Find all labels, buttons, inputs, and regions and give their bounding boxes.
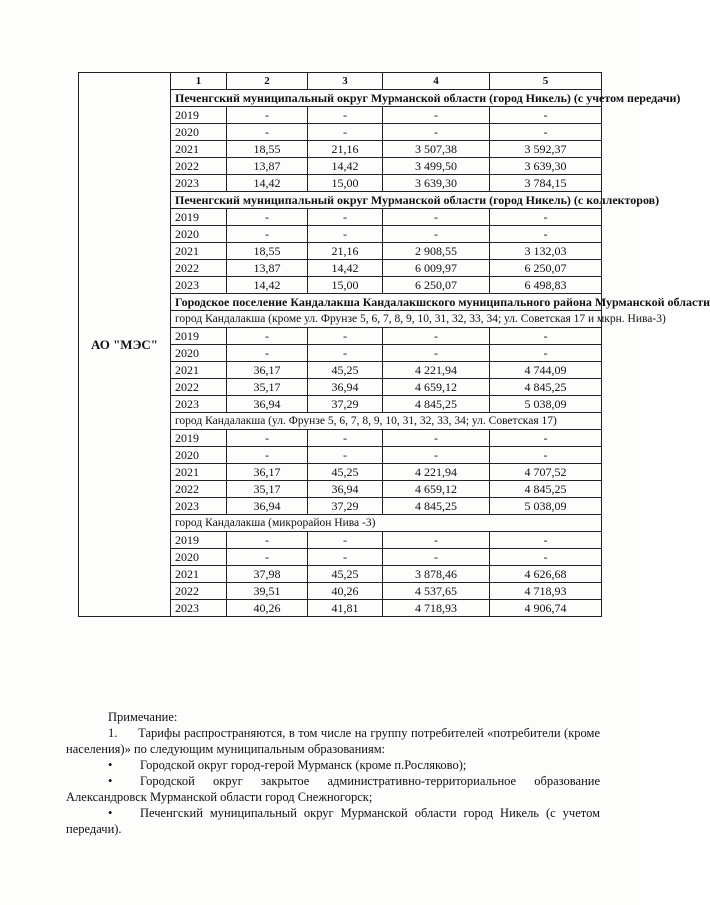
notes-bullet-item [66, 773, 600, 805]
year-cell: 2020 [171, 447, 227, 464]
value-cell: 45,25 [308, 464, 383, 481]
value-cell: - [227, 124, 308, 141]
value-cell: 40,26 [308, 583, 383, 600]
value-cell: - [490, 430, 602, 447]
year-cell: 2022 [171, 481, 227, 498]
value-cell: - [227, 430, 308, 447]
notes-heading: Примечание: [108, 710, 178, 724]
value-cell: 4 659,12 [383, 379, 490, 396]
value-cell: 41,81 [308, 600, 383, 617]
value-cell: 6 250,07 [490, 260, 602, 277]
value-cell: 37,29 [308, 498, 383, 515]
value-cell: 35,17 [227, 379, 308, 396]
year-cell: 2020 [171, 345, 227, 362]
value-cell: - [490, 328, 602, 345]
value-cell: 3 639,30 [490, 158, 602, 175]
value-cell: 13,87 [227, 158, 308, 175]
value-cell: 3 132,03 [490, 243, 602, 260]
value-cell: 3 592,37 [490, 141, 602, 158]
year-cell: 2023 [171, 600, 227, 617]
value-cell: 4 718,93 [490, 583, 602, 600]
value-cell: 4 845,25 [490, 481, 602, 498]
value-cell: 4 718,93 [383, 600, 490, 617]
value-cell: - [383, 124, 490, 141]
value-cell: - [227, 549, 308, 566]
value-cell: - [490, 124, 602, 141]
notes-section [66, 709, 600, 837]
value-cell: 15,00 [308, 277, 383, 294]
value-cell: 35,17 [227, 481, 308, 498]
year-cell: 2020 [171, 124, 227, 141]
value-cell: 4 221,94 [383, 464, 490, 481]
value-cell: - [383, 430, 490, 447]
year-cell: 2019 [171, 107, 227, 124]
year-cell: 2023 [171, 175, 227, 192]
value-cell: - [227, 328, 308, 345]
value-cell: 3 878,46 [383, 566, 490, 583]
year-cell: 2021 [171, 464, 227, 481]
value-cell: - [227, 345, 308, 362]
value-cell: 4 221,94 [383, 362, 490, 379]
header-cell: 3 [308, 73, 383, 90]
value-cell: - [383, 549, 490, 566]
year-cell: 2023 [171, 498, 227, 515]
notes-bullet-item [66, 805, 600, 837]
year-cell: 2021 [171, 362, 227, 379]
value-cell: - [308, 124, 383, 141]
bullet-icon: • [108, 758, 113, 772]
value-cell: 3 639,30 [383, 175, 490, 192]
year-cell: 2019 [171, 209, 227, 226]
header-cell: 1 [171, 73, 227, 90]
value-cell: 36,94 [227, 498, 308, 515]
value-cell: 37,29 [308, 396, 383, 413]
year-cell: 2020 [171, 226, 227, 243]
header-cell: 2 [227, 73, 308, 90]
year-cell: 2021 [171, 141, 227, 158]
value-cell: - [383, 209, 490, 226]
value-cell: - [308, 549, 383, 566]
value-cell: 18,55 [227, 243, 308, 260]
bullet-icon: • [108, 806, 113, 820]
year-cell: 2023 [171, 396, 227, 413]
value-cell: - [490, 532, 602, 549]
bullet-icon: • [108, 774, 113, 788]
value-cell: 36,94 [308, 481, 383, 498]
organization-cell: АО "МЭС" [79, 73, 171, 617]
notes-bullet-item [66, 757, 600, 773]
value-cell: - [490, 549, 602, 566]
header-cell: 4 [383, 73, 490, 90]
tariff-table [78, 72, 710, 617]
value-cell: - [227, 532, 308, 549]
notes-bullet-list [66, 757, 600, 837]
value-cell: - [383, 328, 490, 345]
value-cell: 4 906,74 [490, 600, 602, 617]
year-cell: 2019 [171, 532, 227, 549]
value-cell: - [383, 107, 490, 124]
value-cell: 4 707,52 [490, 464, 602, 481]
value-cell: 5 038,09 [490, 396, 602, 413]
value-cell: 6 250,07 [383, 277, 490, 294]
value-cell: - [308, 447, 383, 464]
value-cell: 6 009,97 [383, 260, 490, 277]
year-cell: 2022 [171, 583, 227, 600]
value-cell: - [383, 226, 490, 243]
value-cell: 4 537,65 [383, 583, 490, 600]
value-cell: 13,87 [227, 260, 308, 277]
value-cell: 21,16 [308, 141, 383, 158]
value-cell: - [383, 532, 490, 549]
section-title: Печенгский муниципальный округ Мурманской области (город Никель) (с коллекторов) [171, 192, 602, 209]
subsection-title: город Кандалакша (ул. Фрунзе 5, 6, 7, 8, 9, 10, 31, 32, 33, 34; ул. Советская 17) [171, 413, 602, 430]
value-cell: 4 626,68 [490, 566, 602, 583]
year-cell: 2019 [171, 328, 227, 345]
value-cell: 21,16 [308, 243, 383, 260]
value-cell: - [490, 345, 602, 362]
notes-item-1: 1. Тарифы распространяются, в том числе на группу потребителей «потребители (кроме населения)» по следующим муниципальным образованиям: [66, 726, 600, 756]
value-cell: - [490, 107, 602, 124]
section-title: Городское поселение Кандалакша Кандалакшского муниципального района Мурманской области [171, 294, 602, 311]
value-cell: 4 744,09 [490, 362, 602, 379]
year-cell: 2021 [171, 243, 227, 260]
year-cell: 2022 [171, 379, 227, 396]
value-cell: 14,42 [308, 260, 383, 277]
subsection-title: город Кандалакша (кроме ул. Фрунзе 5, 6, 7, 8, 9, 10, 31, 32, 33, 34; ул. Советская 17 и мкрн. Нива-3) [171, 311, 602, 328]
value-cell: 36,94 [227, 396, 308, 413]
value-cell: - [308, 345, 383, 362]
year-cell: 2022 [171, 260, 227, 277]
value-cell: 15,00 [308, 175, 383, 192]
value-cell: 5 038,09 [490, 498, 602, 515]
notes-bullet-text: Городской округ закрытое административно-территориальное образование Александровск Мурманской области город Снежногорск; [66, 774, 600, 804]
value-cell: 4 659,12 [383, 481, 490, 498]
value-cell: - [308, 430, 383, 447]
value-cell: - [308, 226, 383, 243]
value-cell: 3 499,50 [383, 158, 490, 175]
year-cell: 2022 [171, 158, 227, 175]
value-cell: - [227, 107, 308, 124]
header-cell: 5 [490, 73, 602, 90]
value-cell: 40,26 [227, 600, 308, 617]
value-cell: 3 507,38 [383, 141, 490, 158]
value-cell: 4 845,25 [383, 498, 490, 515]
value-cell: 36,17 [227, 464, 308, 481]
value-cell: - [227, 226, 308, 243]
header-row [79, 73, 602, 90]
value-cell: 14,42 [227, 175, 308, 192]
notes-bullet-text: Печенгский муниципальный округ Мурманской области город Никель (с учетом передачи). [66, 806, 600, 836]
value-cell: 2 908,55 [383, 243, 490, 260]
value-cell: 45,25 [308, 566, 383, 583]
value-cell: 4 845,25 [490, 379, 602, 396]
subsection-title: город Кандалакша (микрорайон Нива -3) [171, 515, 602, 532]
value-cell: - [308, 328, 383, 345]
year-cell: 2023 [171, 277, 227, 294]
notes-bullet-text: Городской округ город-герой Мурманск (кроме п.Росляково); [140, 758, 467, 772]
year-cell: 2020 [171, 549, 227, 566]
value-cell: - [490, 447, 602, 464]
value-cell: 14,42 [227, 277, 308, 294]
value-cell: - [227, 447, 308, 464]
value-cell: - [308, 209, 383, 226]
value-cell: 37,98 [227, 566, 308, 583]
value-cell: - [308, 532, 383, 549]
value-cell: 6 498,83 [490, 277, 602, 294]
value-cell: 36,17 [227, 362, 308, 379]
year-cell: 2021 [171, 566, 227, 583]
value-cell: 4 845,25 [383, 396, 490, 413]
value-cell: - [490, 226, 602, 243]
value-cell: 14,42 [308, 158, 383, 175]
value-cell: - [383, 447, 490, 464]
section-title: Печенгский муниципальный округ Мурманской области (город Никель) (с учетом передачи) [171, 90, 602, 107]
value-cell: 45,25 [308, 362, 383, 379]
value-cell: 18,55 [227, 141, 308, 158]
value-cell: 39,51 [227, 583, 308, 600]
year-cell: 2019 [171, 430, 227, 447]
value-cell: - [490, 209, 602, 226]
value-cell: - [308, 107, 383, 124]
value-cell: 3 784,15 [490, 175, 602, 192]
value-cell: - [227, 209, 308, 226]
value-cell: 36,94 [308, 379, 383, 396]
value-cell: - [383, 345, 490, 362]
